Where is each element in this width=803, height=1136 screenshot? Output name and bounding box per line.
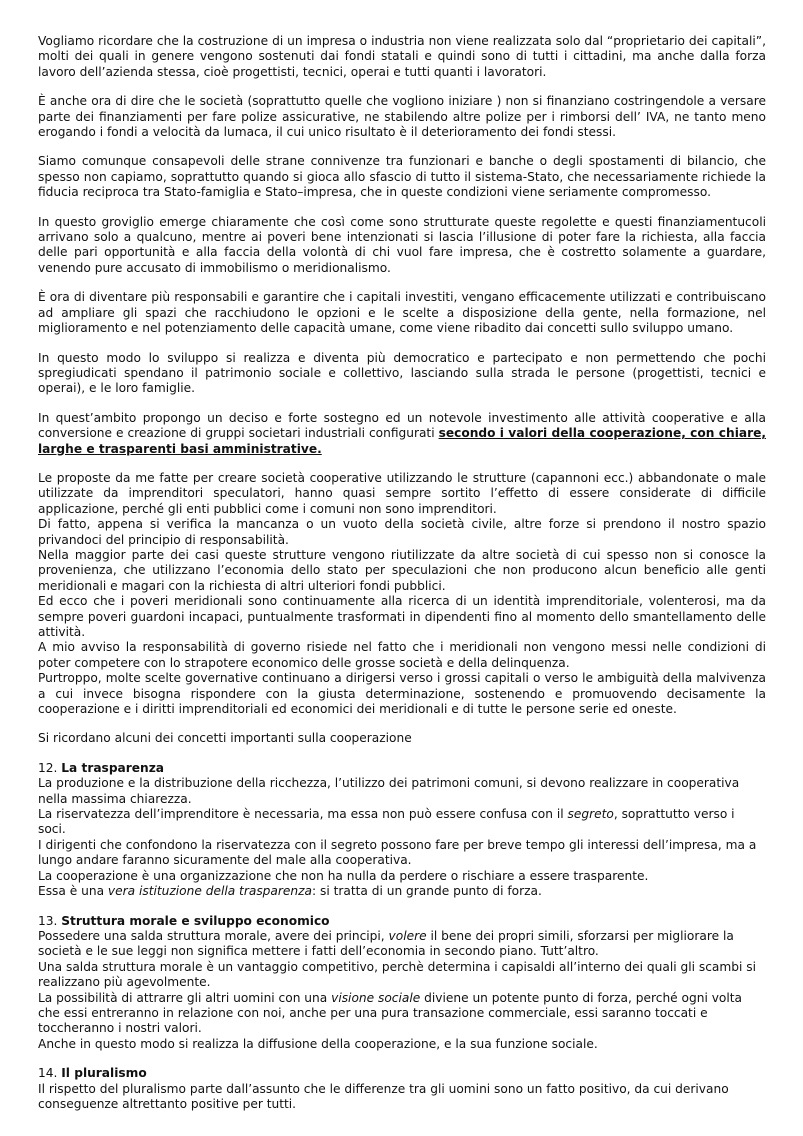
section-13-line <box>38 991 766 1037</box>
section-12-line: La produzione e la distribuzione della ricchezza, l’utilizzo dei patrimoni comuni, si devono realizzare in cooperativa nella massima chiarezza. <box>38 776 740 806</box>
proposal-line: Nella maggior parte dei casi queste strutture vengono riutilizzate da altre società di cui spesso non si conosce la provenienza, che utilizzano l’economia dello stato per speculazioni che non producono alcun beneficio alle genti meridionali e magari con la richiesta di altri ulteriori fondi pubblici. <box>38 547 766 593</box>
section-13-heading <box>38 914 766 929</box>
emphasis-segreto: segreto <box>567 807 614 822</box>
text-run: Possedere una salda struttura morale, avere dei principi, <box>38 928 389 943</box>
section-12-number: 12. <box>38 760 58 775</box>
section-13-number: 13. <box>38 913 58 928</box>
text-run: , soprattutto verso i soci. <box>38 807 735 837</box>
section-12-line <box>38 884 766 899</box>
section-14-line: Il rispetto del pluralismo parte dall’assunto che le differenze tra gli uomini sono un fatto positivo, da cui derivano conseguenze altrettanto positive per tutti. <box>38 1081 729 1111</box>
text-run: diviene un potente punto di forza, perché ogni volta che essi entreranno in relazione con noi, anche per una pura transazione commerciale, essi saranno toccati e toccheranno i nostri valori. <box>38 990 743 1036</box>
section-12 <box>38 761 766 900</box>
section-13-title: Struttura morale e sviluppo economico <box>61 913 330 928</box>
intro-concepts: Si ricordano alcuni dei concetti importanti sulla cooperazione <box>38 731 412 746</box>
proposals-block <box>38 471 766 718</box>
cooperative-emphasis: secondo i valori della cooperazione, con chiare, larghe e trasparenti basi amministrative. <box>38 426 766 456</box>
section-13-line <box>38 929 766 960</box>
section-14-heading <box>38 1066 766 1081</box>
section-12-line <box>38 807 766 838</box>
cooperative-text: In quest’ambito propongo un deciso e forte sostegno ed un notevole investimento alle attività cooperative e alla conversione e creazione di gruppi societari industriali configurati <box>38 410 766 441</box>
paragraph-capital-owners: Vogliamo ricordare che la costruzione di un impresa o industria non viene realizzata solo dal “proprietario dei capitali”, molti dei quali in genere vengono sostenuti dai fondi statali e quindi sono di tutti i cittadini, ma anche dalla forza lavoro dell’azienda stessa, cioè progettisti, tecnici, operai e tutti quanti i lavoratori. <box>38 34 766 79</box>
section-13 <box>38 914 766 1053</box>
paragraph-financing: È anche ora di dire che le società (soprattutto quelle che vogliono iniziare ) non si finanziano costringendole a versare parte dei finanziamenti per fare polize assicurative, ne stabilendo altre polize per i rimborsi dell’ IVA, ne tanto meno erogando i fondi a velocità da lumaca, il cui unico risultato è il deterioramento dei fondi stessi. <box>38 94 766 140</box>
proposal-line: Purtroppo, molte scelte governative continuano a dirigersi verso i grossi capitali o verso le ambiguità della malvivenza a cui invece bisogna rispondere con la giusta determinazione, sostenendo e promuovendo decisamente la cooperazione e i diritti imprenditoriali ed economici dei meridionali e di tutte le persone serie ed oneste. <box>38 671 766 717</box>
section-12-heading <box>38 761 766 776</box>
section-13-line: Anche in questo modo si realizza la diffusione della cooperazione, e la sua funzione sociale. <box>38 1036 598 1051</box>
document-page <box>38 34 766 1126</box>
text-run: il bene dei propri simili, sforzarsi per migliorare la società e le sue leggi non significa mettere i fatti dell’economia in secondo piano. Tutt’altro. <box>38 928 734 959</box>
section-14 <box>38 1066 766 1112</box>
section-13-line: Una salda struttura morale è un vantaggio competitivo, perchè determina i capisaldi all’interno dei quali gli scambi si realizzano più agevolmente. <box>38 959 756 990</box>
proposal-line: Ed ecco che i poveri meridionali sono continuamente alla ricerca di un identità imprenditoriale, volenterosi, ma da sempre poveri guardoni incapaci, puntualmente trasformati in dipendenti fino al momento dello smantellamento delle attività. <box>38 594 766 639</box>
proposal-line: Le proposte da me fatte per creare società cooperative utilizzando le strutture (capannoni ecc.) abbandonate o male utilizzate da imprenditori speculatori, hanno quasi sempre sortito l’effetto di essere considerate di difficile applicazione, perché gli enti pubblici come i comuni non sono imprenditori. <box>38 470 766 516</box>
text-run: La riservatezza dell’imprenditore è necessaria, ma essa non può essere confusa con il <box>38 807 568 822</box>
section-12-line: La cooperazione è una organizzazione che non ha nulla da perdere o rischiare a essere trasparente. <box>38 868 649 883</box>
section-14-number: 14. <box>38 1066 58 1081</box>
text-run: La possibilità di attrarre gli altri uomini con una <box>38 990 332 1005</box>
proposal-line: A mio avviso la responsabilità di governo risiede nel fatto che i meridionali non vengono messi nelle condizioni di poter competere con lo strapotere economico delle grosse società e della delinquenza. <box>38 640 766 670</box>
section-14-title: Il pluralismo <box>61 1066 147 1081</box>
emphasis-volere: volere <box>388 928 427 943</box>
text-run: Essa è una <box>38 884 108 899</box>
paragraph-connivance: Siamo comunque consapevoli delle strane connivenze tra funzionari e banche o degli spostamenti di bilancio, che spesso non capiamo, soprattutto quando si gioca allo sfascio di tutto il sistema-Stato, che necessariamente richiede la fiducia reciproca tra Stato-famiglia e Stato–impresa, che in queste condizioni viene seriamente compromesso. <box>38 154 766 200</box>
paragraph-cooperative-support <box>38 411 766 457</box>
paragraph-tangle: In questo groviglio emerge chiaramente che così come sono strutturate queste regolette e questi finanziamentucoli arrivano solo a qualcuno, mentre ai poveri bene intenzionati si lascia l’illusione di poter fare la richiesta, alla faccia delle pari opportunità e alla faccia della volontà di chi vuol fare impresa, che è costretto solamente a guardare, venendo pure accusato di immobilismo o meridionalismo. <box>38 214 766 275</box>
proposal-line: Di fatto, appena si verifica la mancanza o un vuoto della società civile, altre forze si prendono il nostro spazio privandoci del principio di responsabilità. <box>38 517 766 547</box>
emphasis-visione-sociale: visione sociale <box>331 990 421 1005</box>
section-12-title: La trasparenza <box>61 760 165 775</box>
paragraph-democratic-development: In questo modo lo sviluppo si realizza e diventa più democratico e partecipato e non permettendo che pochi spregiudicati spendano il patrimonio sociale e collettivo, lasciando sulla strada le persone (progettisti, tecnici e operai), e le loro famiglie. <box>38 350 766 396</box>
text-run: : si tratta di un grande punto di forza. <box>311 884 542 899</box>
section-12-line: I dirigenti che confondono la riservatezza con il segreto possono fare per breve tempo gli interessi dell’impresa, ma a lungo andare faranno sicuramente del male alla cooperativa. <box>38 837 757 868</box>
emphasis-istituzione: vera istituzione della trasparenza <box>107 884 312 899</box>
paragraph-responsibility: È ora di diventare più responsabili e garantire che i capitali investiti, vengano efficacemente utilizzati e contribuiscano ad ampliare gli spazi che racchiudono le opzioni e le scelte a disposizione della gente, nella formazione, nel miglioramento e nel potenziamento delle capacità umane, come viene ribadito dai concetti sullo sviluppo umano. <box>38 290 766 336</box>
